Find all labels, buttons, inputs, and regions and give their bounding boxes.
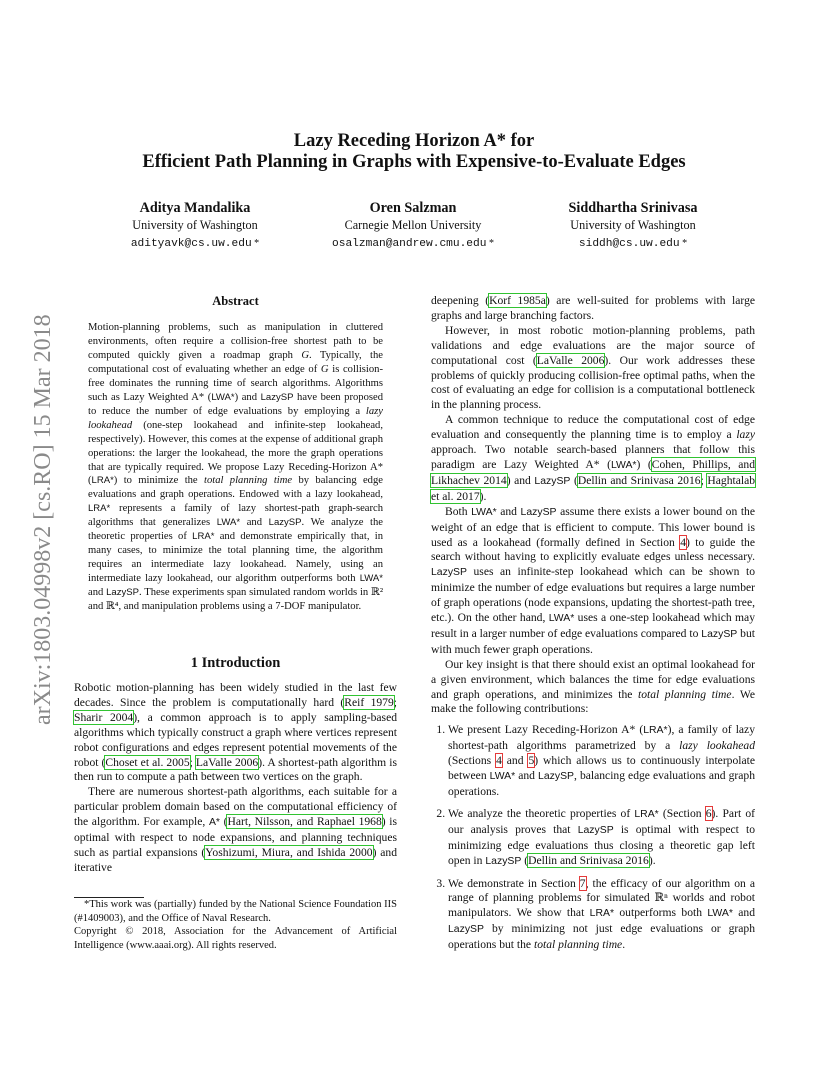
citation-link[interactable]: Yoshizumi, Miura, and Ishida 2000 [205, 845, 373, 859]
text-fragment: ), a family of lazy shortest-path algorithms parametrized by a [448, 723, 756, 753]
author-affiliation: University of Washington [132, 218, 258, 232]
math-Rn: ℝⁿ [654, 891, 668, 905]
algo-name: LWA* [489, 771, 516, 783]
algo-name: LWA* [548, 613, 575, 625]
text-fragment: ( [219, 815, 228, 829]
algo-name: LWA* [216, 517, 241, 529]
text-fragment: by minimizing not just edge evaluations or graph operations but the [448, 922, 755, 952]
text-fragment: ) is optimal with respect to node expansions, and planning techniques such as partial expansions ( [74, 815, 397, 859]
math-R2: ℝ² [371, 587, 383, 599]
algo-name: LazySP [534, 475, 571, 487]
abstract-fragment: , and manipulation problems using a 7-DOF manipulator. [118, 601, 362, 613]
text-fragment: . We make the following contributions: [431, 687, 755, 716]
text-fragment: However, in most robotic motion-planning problems, path validations and edge evaluations are the major source of computational cost ( [431, 323, 755, 367]
algo-name: LRA* [192, 531, 215, 543]
algo-name: LazySP [260, 391, 294, 403]
author-footnote-mark: * [486, 238, 494, 249]
algo-name: LazySP [268, 517, 302, 529]
text-fragment: ). A shortest-path algorithm is then run to compute a path between two vertices on the graph. [74, 755, 397, 784]
paragraph [431, 324, 755, 413]
text-fragment: ; [393, 695, 397, 709]
author-email[interactable]: siddh@cs.uw.edu [578, 238, 680, 250]
abstract-fragment: . These experiments span simulated random worlds in [138, 587, 372, 599]
abstract-fragment: represents a family of lazy shortest-path graph-search algorithms that generalizes [88, 503, 383, 529]
citation-link[interactable]: Dellin and Srinivasa 2016 [577, 473, 701, 487]
contributions-list [431, 723, 755, 953]
algo-name: LWA* [211, 391, 235, 403]
paragraph [431, 658, 755, 718]
text-fragment: ) and iterative [74, 845, 397, 874]
citation-link[interactable]: Hart, Nilsson, and Raphael 1968 [227, 815, 382, 829]
list-item: 3. We demonstrate in Section 7, the efficacy of our algorithm on a range of planning problems for simulated ℝⁿ worlds and robot manipulators. We show that LRA* outperforms both LWA* and LazySP by minimizing not just edge evaluations or graph operations but the total planning time. [448, 877, 755, 954]
algo-name: LWA* [359, 573, 383, 585]
algo-name: LWA* [471, 506, 497, 518]
abstract-fragment: and [88, 601, 106, 613]
algo-name: LazySP [448, 924, 484, 936]
algo-name: LRA* [589, 908, 615, 920]
section-link[interactable]: 7 [579, 876, 586, 890]
abstract-fragment: have been proposed to reduce the number of edge evaluations by employing a [88, 391, 384, 417]
text-fragment: Our key insight is that there should exist an optimal lookahead for a given environment, which balances the time for edge evaluations and graph operations, and minimizes the [431, 657, 755, 701]
abstract-fragment: by balancing edge evaluations and graph operations. Endowed with a lazy lookahead, [88, 475, 383, 501]
math-G: G [301, 349, 309, 361]
paper-title [0, 131, 828, 173]
intro-paragraph-1 [74, 681, 397, 785]
algo-name: LazySP [485, 855, 522, 867]
text-fragment: , balancing edge evaluations and graph operations. [448, 769, 755, 798]
text-fragment: ; [700, 473, 708, 487]
author-affiliation: University of Washington [570, 218, 696, 232]
text-fragment: There are numerous shortest-path algorithms, each suitable for a particular problem domain based on the computational efficiency of the algorithm. For example, [74, 785, 397, 829]
citation-link[interactable]: Korf 1985a [489, 294, 546, 307]
section-link[interactable]: 5 [528, 754, 535, 768]
text-fragment: ) to guide the search without having to explicitly evaluate edges unless necessary. [431, 535, 755, 564]
text-fragment: is optimal with respect to minimizing edge evaluations thus closing a theoretic gap left open in [448, 822, 755, 867]
text-fragment: We analyze the theoretic properties of [448, 806, 635, 820]
text-fragment: ) are well-suited for problems with large graphs and large branching factors. [431, 294, 756, 322]
author-3 [518, 200, 748, 252]
text-fragment: and [496, 504, 521, 518]
algo-name: LazySP [520, 506, 557, 518]
algo-name: LRA* [91, 475, 114, 487]
emphasis: lazy lookahead [88, 405, 383, 431]
intro-paragraph-2 [74, 785, 397, 875]
text-fragment: uses a one-step lookahead which may result in a larger number of edge evaluations compared to [431, 611, 755, 640]
abstract-fragment: is collision-free dominates the running time of search algorithms. Algorithms such as Lazy Weighted A* ( [88, 363, 383, 403]
author-email[interactable]: adityavk@cs.uw.edu [130, 238, 252, 250]
text-fragment: We present Lazy Receding-Horizon A* ( [448, 723, 644, 737]
text-fragment: and [501, 754, 529, 768]
title-line-1: Lazy Receding Horizon A* for [293, 131, 535, 151]
citation-link[interactable]: LaValle 2006 [536, 353, 605, 367]
author-name: Siddhartha Srinivasa [568, 200, 698, 216]
citation-link[interactable]: Choset et al. 2005 [105, 755, 190, 769]
introduction-text [74, 681, 397, 876]
text-fragment: Both [445, 504, 472, 518]
text-fragment: approach. Two notable search-based planners that follow this paradigm are Lazy Weighted A* ( [431, 443, 755, 471]
text-fragment: Robotic motion-planning has been widely studied in the last few decades. Since the problem is computationally hard ( [74, 681, 397, 709]
text-fragment: ) ( [636, 457, 652, 471]
text-fragment: outperforms both [614, 906, 708, 920]
author-name: Aditya Mandalika [139, 200, 251, 216]
algo-name: LazySP [538, 771, 575, 783]
text-fragment: but with much fewer graph operations. [431, 626, 756, 656]
footnote [74, 898, 397, 952]
emphasis: lazy [736, 428, 755, 442]
text-fragment: We demonstrate in Section [448, 876, 580, 890]
citation-link[interactable]: Reif 1979 [344, 695, 394, 709]
text-fragment: ). [648, 853, 656, 867]
text-fragment: ; [189, 755, 196, 769]
text-fragment: assume there exists a lower bound on the weight of an edge that is efficient to compute. This lower bound is used as a lookahead (formally defined in Section [431, 504, 756, 549]
abstract-fragment: . We analyze the theoretic properties of [88, 517, 384, 543]
author-affiliation: Carnegie Mellon University [344, 218, 482, 232]
list-item [448, 807, 755, 870]
text-fragment: and [732, 906, 755, 920]
abstract-fragment: . Typically, the computational cost of evaluating whether an edge of [88, 349, 383, 375]
abstract-fragment: (one-step lookahead and infinite-step lookahead, respectively). However, this comes at the expense of additional graph operations: the larger the lookahead, the more the graph operations that are typically required. We propose Lazy Receding-Horizon A* ( [88, 419, 383, 487]
abstract-fragment: and [240, 517, 269, 529]
title-line-2: Efficient Path Planning in Graphs with Expensive-to-Evaluate Edges [142, 152, 686, 172]
emphasis: total planning time [533, 938, 623, 952]
abstract-text [88, 321, 383, 614]
text-fragment: (Section [658, 806, 706, 820]
paragraph [431, 413, 755, 504]
abstract-fragment: ) to minimize the [113, 475, 205, 487]
algo-name: LazySP [701, 628, 738, 640]
text-fragment: ( [521, 853, 529, 867]
text-fragment: , the efficacy of our algorithm on a range of planning problems for simulated [448, 876, 755, 905]
funding-footnote: *This work was (partially) funded by the National Science Foundation IIS (#1409003), and the Office of Naval Research. [74, 899, 397, 924]
paragraph [431, 294, 755, 324]
copyright-notice: Copyright © 2018, Association for the Advancement of Artificial Intelligence (www.aaai.org). All rights reserved. [74, 926, 397, 951]
author-name: Oren Salzman [369, 200, 457, 216]
algo-name: A* [208, 817, 220, 829]
text-fragment: ) and [506, 473, 535, 487]
author-2 [298, 200, 528, 252]
math-R4: ℝ⁴ [105, 601, 119, 613]
math-G: G [320, 363, 329, 375]
algo-name: LRA* [643, 725, 668, 737]
section-link[interactable]: 6 [705, 806, 712, 820]
list-item [448, 723, 755, 800]
author-footnote-mark: * [251, 238, 260, 249]
section-link[interactable]: 4 [680, 535, 686, 549]
citation-link[interactable]: LaValle 2006 [195, 755, 259, 769]
algo-name: LRA* [88, 503, 111, 515]
right-column-text [431, 294, 755, 960]
abstract-heading: Abstract [212, 294, 259, 308]
text-fragment: (Sections [448, 754, 497, 768]
paragraph [431, 505, 755, 658]
abstract-fragment: ) and [234, 391, 261, 403]
citation-link[interactable]: Cohen, Phillips, and Likhachev 2014 [431, 457, 755, 487]
text-fragment: A common technique to reduce the computational cost of edge evaluation and consequently the planning time is to employ a [431, 413, 755, 442]
text-fragment: ). Part of our analysis proves that [448, 806, 755, 836]
text-fragment: worlds and robot manipulators. We show that [448, 891, 755, 920]
citation-link[interactable]: Haghtalab et al. 2017 [431, 473, 756, 503]
text-fragment: ). Our work addresses these problems of quickly producing collision-free optimal paths, when the cost of evaluating an edge for collision is a computational bottleneck in the planning process. [431, 353, 755, 412]
text-fragment: and [515, 769, 539, 783]
citation-link[interactable]: Sharir 2004 [74, 710, 134, 724]
text-fragment: uses an infinite-step lookahead which can be shown to minimize the number of edge evaluations but requires a large number of graph operations (node expansions, updating the shortest-path tree, etc.). On the other hand, [431, 565, 755, 625]
algo-name: LazySP [431, 567, 467, 579]
algo-name: LWA* [707, 908, 733, 920]
algo-name: LazySP [106, 587, 139, 599]
text-fragment: ( [570, 473, 578, 487]
arxiv-identifier: arXiv:1803.04998v2 [cs.RO] 15 Mar 2018 [30, 314, 56, 725]
author-footnote-mark: * [679, 238, 688, 249]
emphasis: total planning time [637, 687, 732, 701]
citation-link[interactable]: Dellin and Srinivasa 2016 [528, 853, 649, 867]
emphasis: total planning time [204, 475, 293, 487]
abstract-fragment: and [88, 587, 107, 599]
text-fragment: ). [479, 489, 487, 503]
text-fragment: deepening ( [431, 294, 490, 307]
text-fragment: ), a common approach is to apply sampling-based algorithms which typically construct a graph where vertices represent robot configurations and edges represent potential movements of the robot ( [74, 710, 398, 769]
author-1 [80, 200, 310, 252]
algo-name: LRA* [634, 808, 659, 820]
author-email[interactable]: osalzman@andrew.cmu.edu [332, 238, 487, 250]
emphasis: lazy lookahead [679, 739, 755, 753]
abstract-fragment: Motion-planning problems, such as manipulation in cluttered environments, often require a collision-free shortest path to be computed quickly given a roadmap graph [88, 322, 383, 361]
section-heading-introduction: 1 Introduction [190, 655, 281, 671]
algo-name: LWA* [610, 459, 637, 471]
abstract-fragment: and demonstrate empirically that, in many cases, to minimize the total planning time, the algorithm requires an intermediate lazy lookahead. Namely, using an intermediate lazy lookahead, our algorithm outperforms both [88, 531, 384, 585]
algo-name: LazySP [577, 824, 614, 836]
text-fragment: ) which allows us to continuously interpolate between [448, 754, 756, 783]
section-link[interactable]: 4 [496, 754, 502, 768]
